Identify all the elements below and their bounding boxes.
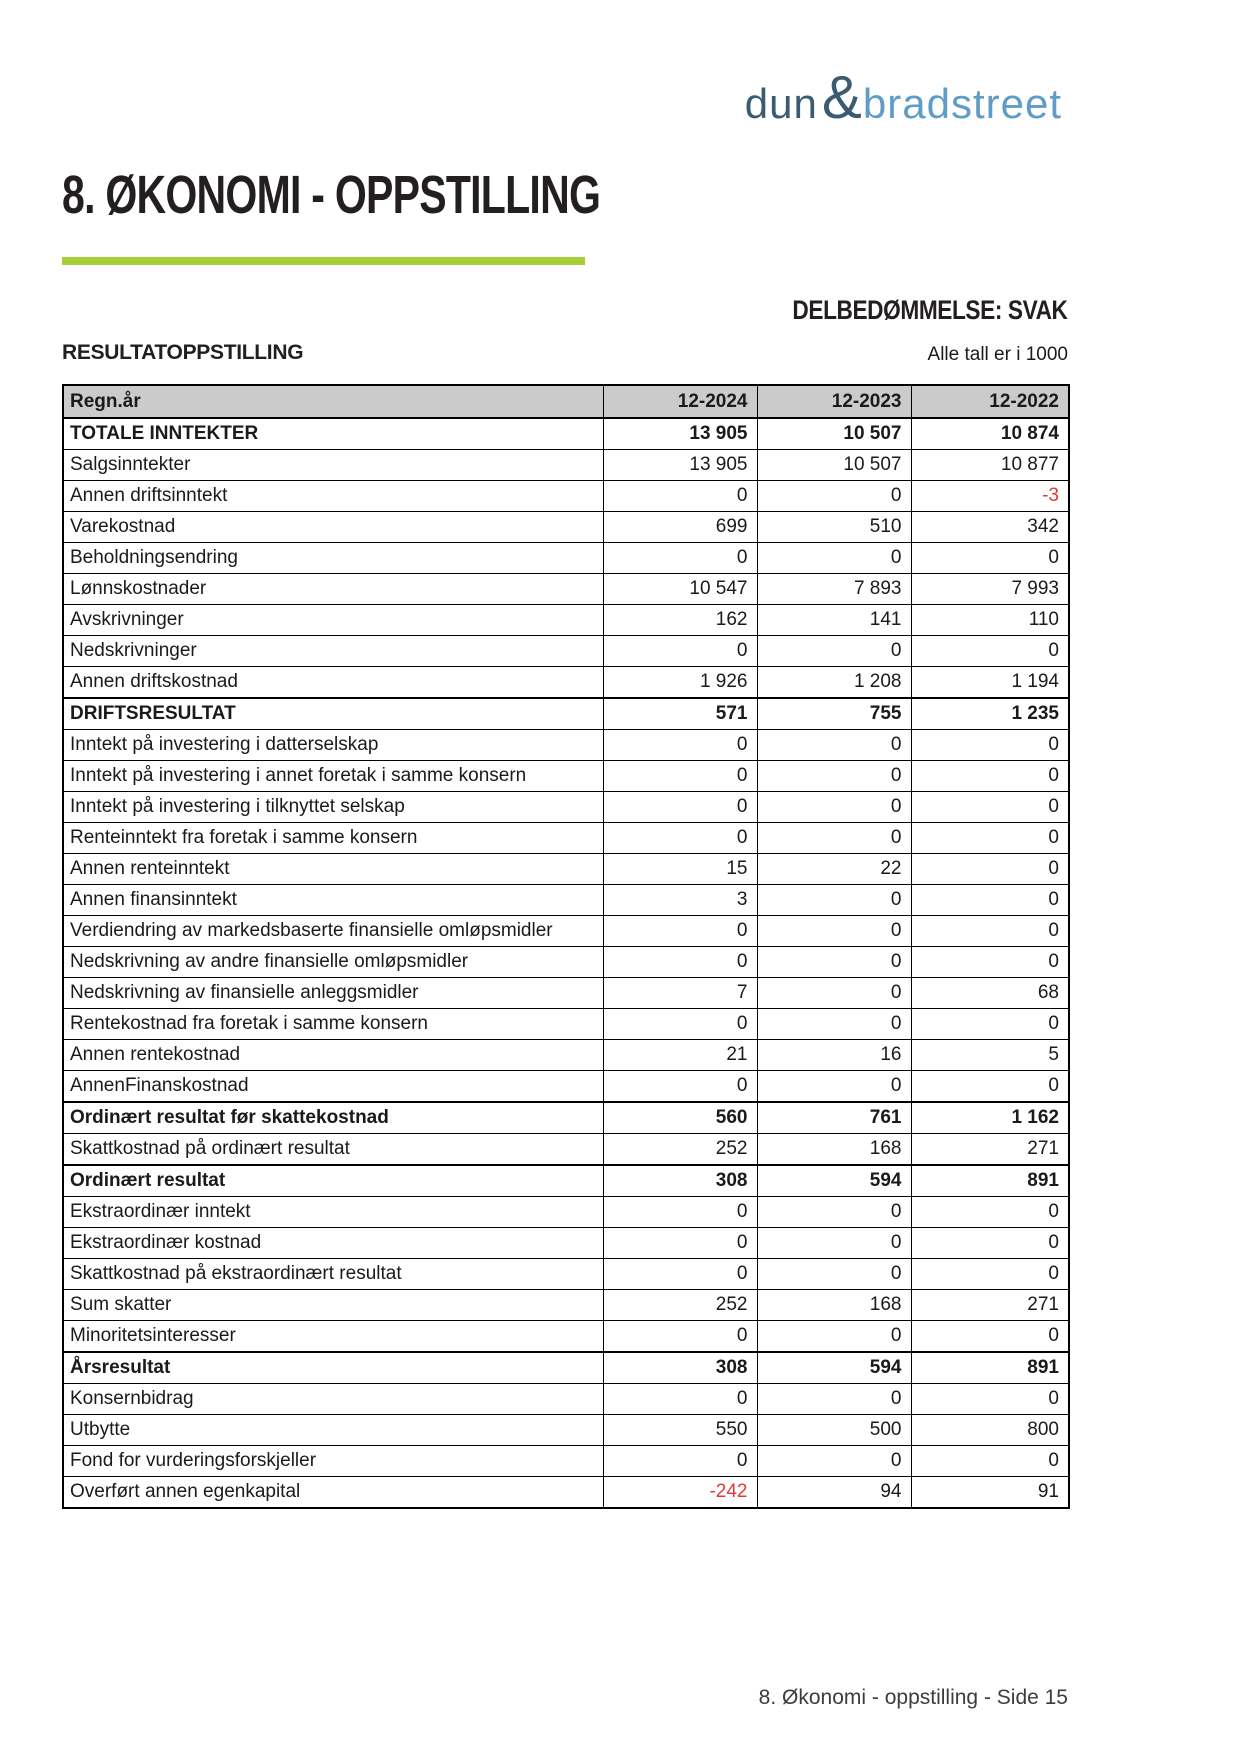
column-header-12-2023: 12-2023 xyxy=(757,385,911,418)
table-row xyxy=(63,1321,1069,1353)
row-value: 168 xyxy=(757,1290,911,1321)
table-row xyxy=(63,823,1069,854)
row-value: 141 xyxy=(757,605,911,636)
row-value: 560 xyxy=(603,1102,757,1134)
row-value: 0 xyxy=(603,1259,757,1290)
row-value: 761 xyxy=(757,1102,911,1134)
table-row xyxy=(63,1290,1069,1321)
row-value: 594 xyxy=(757,1165,911,1197)
row-value: 0 xyxy=(911,761,1069,792)
table-row xyxy=(63,698,1069,730)
row-value: 342 xyxy=(911,512,1069,543)
row-value: 0 xyxy=(757,1071,911,1103)
page-title xyxy=(62,166,770,225)
row-label: Ordinært resultat xyxy=(63,1165,603,1197)
row-label: DRIFTSRESULTAT xyxy=(63,698,603,730)
row-label: Lønnskostnader xyxy=(63,574,603,605)
row-value: 800 xyxy=(911,1415,1069,1446)
row-value: 0 xyxy=(911,947,1069,978)
row-value: 0 xyxy=(603,823,757,854)
row-value: 0 xyxy=(757,792,911,823)
row-value: 699 xyxy=(603,512,757,543)
row-value: 0 xyxy=(911,1228,1069,1259)
section-heading: RESULTATOPPSTILLING xyxy=(62,341,304,364)
row-value: 0 xyxy=(911,1259,1069,1290)
row-value: 0 xyxy=(603,481,757,512)
table-row xyxy=(63,512,1069,543)
row-label: Annen rentekostnad xyxy=(63,1040,603,1071)
row-value: 0 xyxy=(603,1321,757,1353)
row-value: 10 547 xyxy=(603,574,757,605)
assessment-text: DELBEDØMMELSE: SVAK xyxy=(792,295,1068,325)
table-row xyxy=(63,481,1069,512)
row-value: -3 xyxy=(911,481,1069,512)
table-row xyxy=(63,1165,1069,1197)
row-label: Annen driftskostnad xyxy=(63,667,603,699)
row-value: 571 xyxy=(603,698,757,730)
row-value: 0 xyxy=(603,543,757,574)
row-value: 0 xyxy=(911,854,1069,885)
assessment-heading xyxy=(740,295,1068,326)
table-row xyxy=(63,1477,1069,1509)
row-label: Minoritetsinteresser xyxy=(63,1321,603,1353)
table-row xyxy=(63,1352,1069,1384)
row-value: 0 xyxy=(757,636,911,667)
row-value: 0 xyxy=(911,823,1069,854)
table-row xyxy=(63,1009,1069,1040)
row-value: 0 xyxy=(911,730,1069,761)
row-value: 0 xyxy=(757,730,911,761)
row-value: 0 xyxy=(603,1197,757,1228)
row-value: 308 xyxy=(603,1352,757,1384)
table-row xyxy=(63,854,1069,885)
row-label: Beholdningsendring xyxy=(63,543,603,574)
row-value: 0 xyxy=(603,792,757,823)
row-label: Annen driftsinntekt xyxy=(63,481,603,512)
row-value: 0 xyxy=(757,761,911,792)
table-header-row xyxy=(63,385,1069,418)
row-value: 1 162 xyxy=(911,1102,1069,1134)
row-value: 1 235 xyxy=(911,698,1069,730)
row-value: 0 xyxy=(603,761,757,792)
column-header-regnar: Regn.år xyxy=(63,385,603,418)
row-label: Utbytte xyxy=(63,1415,603,1446)
row-label: AnnenFinanskostnad xyxy=(63,1071,603,1103)
row-value: 252 xyxy=(603,1134,757,1166)
row-value: 0 xyxy=(603,916,757,947)
table-row xyxy=(63,1446,1069,1477)
row-value: 7 893 xyxy=(757,574,911,605)
row-label: Nedskrivninger xyxy=(63,636,603,667)
row-value: 0 xyxy=(911,1071,1069,1103)
row-value: 0 xyxy=(757,1384,911,1415)
row-value: 0 xyxy=(757,1446,911,1477)
table-row xyxy=(63,885,1069,916)
row-value: 500 xyxy=(757,1415,911,1446)
row-value: 0 xyxy=(757,1009,911,1040)
row-value: 0 xyxy=(911,792,1069,823)
table-row xyxy=(63,947,1069,978)
row-label: Inntekt på investering i annet foretak i samme konsern xyxy=(63,761,603,792)
row-value: 1 926 xyxy=(603,667,757,699)
row-value: 0 xyxy=(911,1009,1069,1040)
table-row xyxy=(63,636,1069,667)
row-value: -242 xyxy=(603,1477,757,1509)
row-value: 891 xyxy=(911,1165,1069,1197)
row-value: 0 xyxy=(603,947,757,978)
table-row xyxy=(63,1384,1069,1415)
row-label: Årsresultat xyxy=(63,1352,603,1384)
row-value: 0 xyxy=(757,1259,911,1290)
row-value: 110 xyxy=(911,605,1069,636)
row-value: 0 xyxy=(757,947,911,978)
row-value: 0 xyxy=(911,885,1069,916)
dun-bradstreet-logo xyxy=(744,64,1062,131)
row-label: Inntekt på investering i datterselskap xyxy=(63,730,603,761)
row-value: 21 xyxy=(603,1040,757,1071)
row-value: 0 xyxy=(603,1009,757,1040)
row-value: 10 507 xyxy=(757,450,911,481)
row-value: 0 xyxy=(757,1228,911,1259)
table-row xyxy=(63,761,1069,792)
row-value: 0 xyxy=(911,543,1069,574)
row-value: 1 194 xyxy=(911,667,1069,699)
row-label: Annen finansinntekt xyxy=(63,885,603,916)
table-row xyxy=(63,978,1069,1009)
row-value: 0 xyxy=(757,916,911,947)
row-value: 0 xyxy=(911,1321,1069,1353)
row-value: 0 xyxy=(911,916,1069,947)
row-value: 94 xyxy=(757,1477,911,1509)
table-row xyxy=(63,1259,1069,1290)
row-label: Konsernbidrag xyxy=(63,1384,603,1415)
row-label: Skattkostnad på ekstraordinært resultat xyxy=(63,1259,603,1290)
table-row xyxy=(63,574,1069,605)
row-value: 10 507 xyxy=(757,418,911,450)
table-row xyxy=(63,916,1069,947)
row-label: Skattkostnad på ordinært resultat xyxy=(63,1134,603,1166)
table-row xyxy=(63,1228,1069,1259)
table-row xyxy=(63,450,1069,481)
row-value: 7 xyxy=(603,978,757,1009)
table-row xyxy=(63,792,1069,823)
row-label: Annen renteinntekt xyxy=(63,854,603,885)
row-value: 5 xyxy=(911,1040,1069,1071)
row-value: 0 xyxy=(603,1228,757,1259)
row-value: 13 905 xyxy=(603,450,757,481)
table-row xyxy=(63,1102,1069,1134)
column-header-12-2022: 12-2022 xyxy=(911,385,1069,418)
row-label: Ordinært resultat før skattekostnad xyxy=(63,1102,603,1134)
row-value: 891 xyxy=(911,1352,1069,1384)
row-label: Avskrivninger xyxy=(63,605,603,636)
row-value: 550 xyxy=(603,1415,757,1446)
row-value: 0 xyxy=(603,1384,757,1415)
table-row xyxy=(63,1071,1069,1103)
row-value: 7 993 xyxy=(911,574,1069,605)
row-value: 22 xyxy=(757,854,911,885)
row-label: Sum skatter xyxy=(63,1290,603,1321)
row-value: 0 xyxy=(911,1446,1069,1477)
row-value: 0 xyxy=(911,636,1069,667)
table-row xyxy=(63,730,1069,761)
table-row xyxy=(63,1197,1069,1228)
logo-ampersand-icon: & xyxy=(821,64,862,131)
row-value: 271 xyxy=(911,1290,1069,1321)
logo-text-dun: dun xyxy=(744,80,818,127)
table-row xyxy=(63,543,1069,574)
row-value: 10 877 xyxy=(911,450,1069,481)
row-label: TOTALE INNTEKTER xyxy=(63,418,603,450)
row-label: Nedskrivning av andre finansielle omløpsmidler xyxy=(63,947,603,978)
row-value: 510 xyxy=(757,512,911,543)
table-row xyxy=(63,1415,1069,1446)
row-value: 0 xyxy=(603,1071,757,1103)
table-row xyxy=(63,605,1069,636)
row-value: 0 xyxy=(757,543,911,574)
row-value: 0 xyxy=(603,730,757,761)
row-value: 0 xyxy=(757,823,911,854)
units-note: Alle tall er i 1000 xyxy=(927,344,1068,365)
row-label: Verdiendring av markedsbaserte finansielle omløpsmidler xyxy=(63,916,603,947)
row-value: 16 xyxy=(757,1040,911,1071)
row-value: 13 905 xyxy=(603,418,757,450)
row-label: Inntekt på investering i tilknyttet selskap xyxy=(63,792,603,823)
row-value: 0 xyxy=(757,978,911,1009)
row-value: 0 xyxy=(757,1197,911,1228)
row-value: 168 xyxy=(757,1134,911,1166)
row-label: Nedskrivning av finansielle anleggsmidler xyxy=(63,978,603,1009)
row-value: 0 xyxy=(757,885,911,916)
logo-text-bradstreet: bradstreet xyxy=(862,80,1062,127)
row-value: 3 xyxy=(603,885,757,916)
row-label: Ekstraordinær inntekt xyxy=(63,1197,603,1228)
table-body xyxy=(63,418,1069,1508)
column-header-12-2024: 12-2024 xyxy=(603,385,757,418)
row-label: Ekstraordinær kostnad xyxy=(63,1228,603,1259)
table-row xyxy=(63,418,1069,450)
row-value: 1 208 xyxy=(757,667,911,699)
title-underline-bar xyxy=(62,257,585,265)
page-footer: 8. Økonomi - oppstilling - Side 15 xyxy=(758,1686,1068,1709)
row-value: 308 xyxy=(603,1165,757,1197)
row-value: 91 xyxy=(911,1477,1069,1509)
row-value: 0 xyxy=(757,1321,911,1353)
row-value: 10 874 xyxy=(911,418,1069,450)
row-value: 0 xyxy=(911,1197,1069,1228)
row-value: 252 xyxy=(603,1290,757,1321)
result-statement-table xyxy=(62,384,1070,1509)
row-label: Rentekostnad fra foretak i samme konsern xyxy=(63,1009,603,1040)
row-value: 594 xyxy=(757,1352,911,1384)
row-value: 0 xyxy=(603,636,757,667)
row-label: Fond for vurderingsforskjeller xyxy=(63,1446,603,1477)
table-row xyxy=(63,667,1069,699)
row-value: 15 xyxy=(603,854,757,885)
row-value: 271 xyxy=(911,1134,1069,1166)
row-value: 0 xyxy=(757,481,911,512)
row-value: 755 xyxy=(757,698,911,730)
page-title-text: 8. ØKONOMI - OPPSTILLING xyxy=(62,165,601,225)
row-label: Varekostnad xyxy=(63,512,603,543)
row-value: 162 xyxy=(603,605,757,636)
table-row xyxy=(63,1040,1069,1071)
row-value: 0 xyxy=(911,1384,1069,1415)
row-value: 68 xyxy=(911,978,1069,1009)
row-label: Renteinntekt fra foretak i samme konsern xyxy=(63,823,603,854)
row-label: Salgsinntekter xyxy=(63,450,603,481)
table-row xyxy=(63,1134,1069,1166)
row-label: Overført annen egenkapital xyxy=(63,1477,603,1509)
row-value: 0 xyxy=(603,1446,757,1477)
